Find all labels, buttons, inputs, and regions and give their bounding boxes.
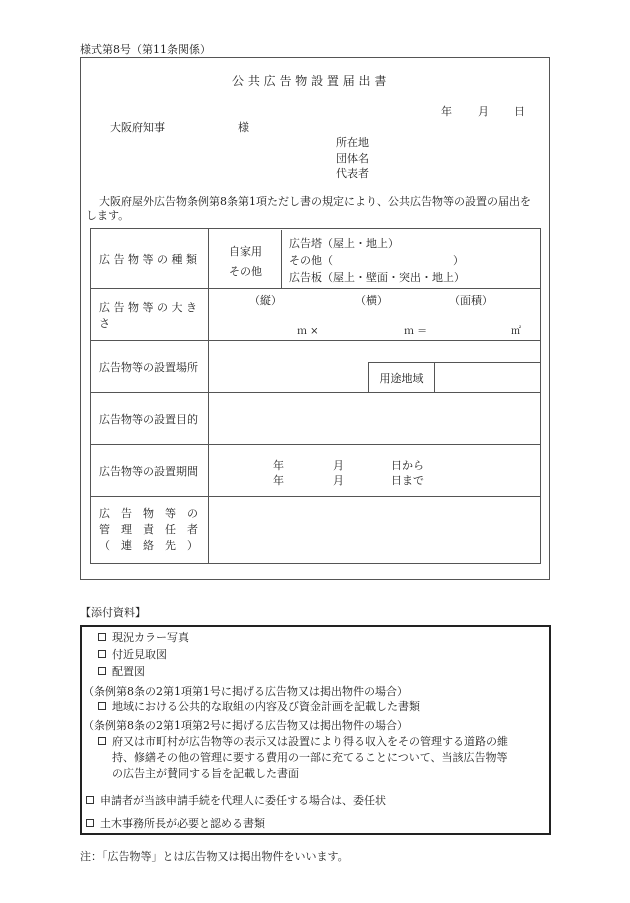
period-from-month: 月 (333, 458, 344, 472)
honorific: 様 (238, 121, 249, 134)
period-from-day: 日から (391, 458, 424, 472)
manager-label-line3: （ 連 絡 先 ） (99, 539, 198, 552)
applicant-org: 団体名 (336, 152, 369, 165)
row-period (91, 445, 541, 497)
checkbox[interactable] (98, 702, 106, 710)
form-table (90, 228, 541, 564)
type-opt-other-close: ） (453, 253, 464, 267)
place-label: 広告物等の設置場所 (91, 341, 209, 393)
form-number: 様式第8号（第11条関係） (80, 43, 211, 56)
row-purpose (91, 393, 541, 445)
footnote: 注：「広告物等」とは広告物又は掲出物件をいいます。 (80, 850, 349, 863)
attach-item-map: 付近見取図 (98, 646, 167, 662)
row-place-a (91, 341, 541, 363)
applicant-rep: 代表者 (336, 167, 369, 180)
period-to-day: 日まで (391, 473, 424, 487)
row-size (91, 289, 541, 341)
checkbox[interactable] (98, 650, 106, 658)
attach-item-other: 土木事務所長が必要と認める書類 (86, 815, 265, 831)
size-head-area: （面積） (449, 293, 493, 307)
zone-value-cell[interactable] (435, 363, 541, 393)
checkbox[interactable] (86, 796, 94, 804)
checkbox[interactable] (98, 667, 106, 675)
period-label: 広告物等の設置期間 (91, 445, 209, 497)
size-value-cell[interactable] (209, 289, 541, 341)
date-year: 年 (441, 105, 452, 118)
place-value-cell[interactable] (209, 341, 541, 363)
size-head-height: （縦） (249, 293, 282, 307)
attach-item-photo: 現況カラー写真 (98, 629, 189, 645)
zone-label: 用途地域 (369, 363, 435, 393)
checkbox[interactable] (86, 819, 94, 827)
type-label: 広 告 物 等 の 種 類 (91, 229, 209, 289)
manager-label-line1: 広 告 物 等 の (99, 507, 198, 520)
size-unit-width: ｍ ＝ (404, 325, 428, 337)
checkbox[interactable] (98, 737, 106, 745)
checkbox[interactable] (98, 633, 106, 641)
applicant-address: 所在地 (336, 136, 369, 149)
addressee: 大阪府知事 (110, 121, 165, 134)
date-day: 日 (514, 105, 525, 118)
size-label: 広 告 物 等 の 大 き さ (91, 289, 209, 341)
type-sub-other: その他 (229, 264, 262, 278)
period-value-cell[interactable] (209, 445, 541, 497)
attach-title: 【添付資料】 (80, 606, 146, 619)
period-to-year: 年 (273, 473, 284, 487)
size-unit-height: ｍ × (297, 325, 319, 337)
attach-item-proxy: 申請者が当該申請手続を代理人に委任する場合は、委任状 (86, 792, 386, 808)
type-opt-other: その他（ (289, 253, 333, 267)
form-title: 公 共 広 告 物 設 置 届 出 書 (232, 74, 387, 88)
type-opt-tower: 広告塔（屋上・地上） (289, 236, 399, 250)
attach-item-consent-line3: の広告主が賛同する旨を記載した書面 (112, 767, 299, 780)
type-value-cell[interactable] (209, 229, 541, 289)
row-manager (91, 497, 541, 564)
size-unit-area: ㎡ (511, 325, 521, 337)
manager-value-cell[interactable] (209, 497, 541, 564)
purpose-label: 広告物等の設置目的 (91, 393, 209, 445)
intro-text-line2: します。 (86, 209, 130, 222)
period-to-month: 月 (333, 473, 344, 487)
type-opt-board: 広告板（屋上・壁面・突出・地上） (289, 270, 465, 284)
manager-label (91, 497, 209, 564)
row-type (91, 229, 541, 289)
attach-item-consent-line2: 持、修繕その他の管理に要する費用の一部に充てることについて、当該広告物等 (112, 751, 508, 764)
attach-item-consent: 府又は市町村が広告物等の表示又は設置により得る収入をその管理する道路の維 (98, 733, 508, 749)
size-head-width: （横） (355, 293, 388, 307)
purpose-value-cell[interactable] (209, 393, 541, 445)
manager-label-line2: 管 理 責 任 者 (99, 523, 198, 536)
date-month: 月 (478, 105, 489, 118)
attach-case1: （条例第8条の2第1項第1号に掲げる広告物又は掲出物件の場合） (83, 685, 408, 698)
attach-case2: （条例第8条の2第1項第2号に掲げる広告物又は掲出物件の場合） (83, 719, 408, 732)
intro-text-line1: 大阪府屋外広告物条例第8条第1項ただし書の規定により、公共広告物等の設置の届出を (99, 195, 531, 208)
attach-item-plan: 地域における公共的な取組の内容及び資金計画を記載した書類 (98, 698, 420, 714)
type-sub-own: 自家用 (229, 244, 262, 258)
attach-item-layout: 配置図 (98, 663, 145, 679)
period-from-year: 年 (273, 458, 284, 472)
